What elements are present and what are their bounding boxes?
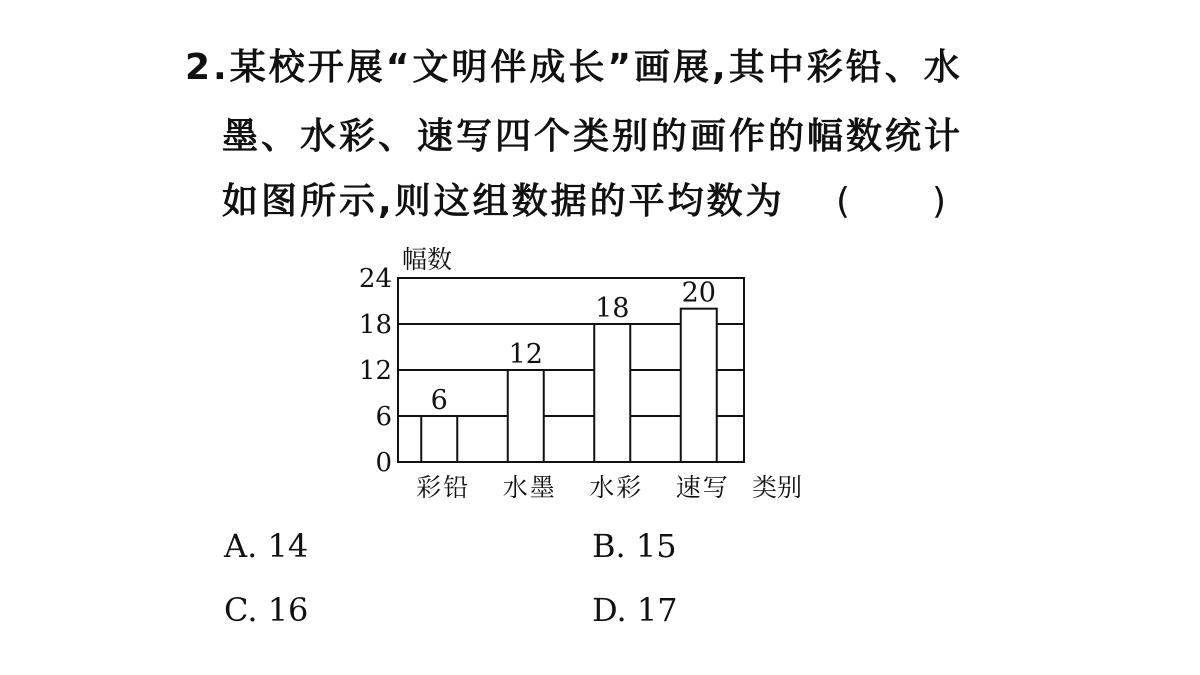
category-label-3: 水彩 bbox=[589, 473, 644, 502]
bar-4 bbox=[681, 309, 717, 462]
option-b-letter: B. bbox=[592, 527, 626, 565]
question-line-2: 墨、水彩、速写四个类别的画作的幅数统计 bbox=[222, 116, 964, 157]
question-line-3: 如图所示,则这组数据的平均数为 bbox=[222, 181, 785, 222]
bar-2 bbox=[508, 370, 544, 462]
question-line-1: 2.某校开展“文明伴成长”画展,其中彩铅、水 bbox=[185, 47, 963, 88]
data-label-4: 20 bbox=[681, 277, 716, 309]
option-a[interactable] bbox=[224, 527, 308, 565]
option-d-letter: D. bbox=[592, 591, 627, 629]
option-d-value: 17 bbox=[636, 591, 678, 629]
option-c[interactable] bbox=[224, 591, 308, 629]
data-label-2: 12 bbox=[508, 339, 543, 370]
y-tick-0: 0 bbox=[375, 448, 392, 478]
option-b[interactable] bbox=[592, 527, 677, 565]
y-tick-6: 6 bbox=[375, 402, 392, 432]
option-c-value: 16 bbox=[267, 591, 309, 629]
category-label-2: 水墨 bbox=[502, 473, 557, 502]
answer-paren-open: ( bbox=[836, 181, 851, 222]
bar-1 bbox=[421, 416, 457, 462]
category-label-4: 速写 bbox=[675, 473, 730, 502]
answer-paren-close: ) bbox=[932, 181, 947, 222]
category-label-1: 彩铅 bbox=[416, 473, 471, 502]
option-a-value: 14 bbox=[267, 527, 309, 565]
bar-3 bbox=[594, 324, 630, 462]
data-label-1: 6 bbox=[430, 385, 448, 416]
option-a-letter: A. bbox=[224, 527, 258, 565]
y-tick-24: 24 bbox=[358, 264, 392, 294]
y-tick-12: 12 bbox=[358, 356, 392, 386]
x-axis-title: 类别 bbox=[752, 473, 803, 502]
y-tick-18: 18 bbox=[358, 310, 392, 340]
option-c-letter: C. bbox=[224, 591, 258, 629]
y-axis-title: 幅数 bbox=[402, 245, 453, 274]
option-d[interactable] bbox=[592, 591, 678, 629]
data-label-3: 18 bbox=[595, 293, 630, 324]
option-b-value: 15 bbox=[635, 527, 677, 565]
